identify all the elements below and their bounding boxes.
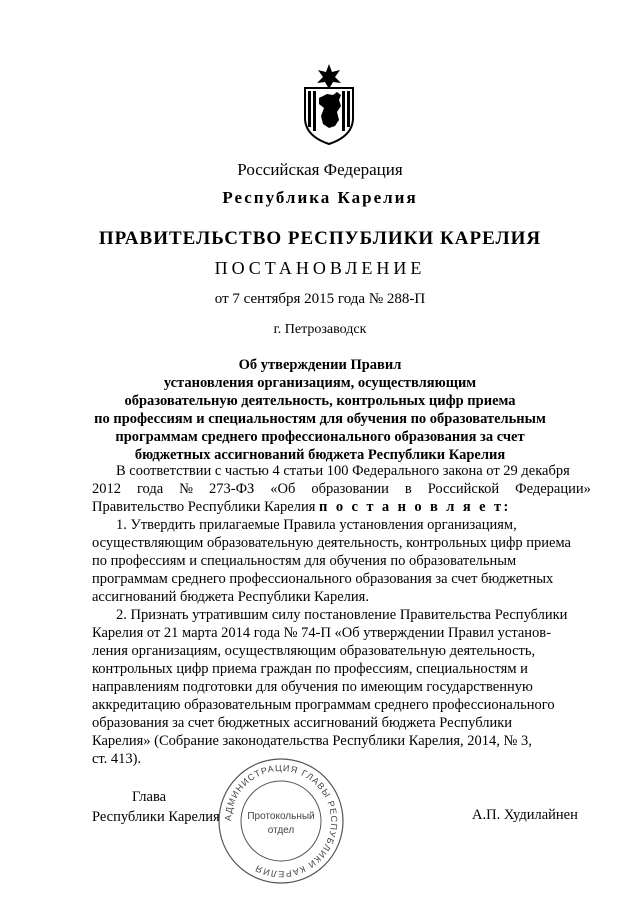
- body-line: Карелия от 21 марта 2014 года № 74-П «Об утверждении Правил установ-: [92, 625, 551, 641]
- body-line: по профессиям и специальностям для обучения по образовательным: [92, 553, 517, 569]
- government-title: ПРАВИТЕЛЬСТВО РЕСПУБЛИКИ КАРЕЛИЯ: [98, 228, 542, 249]
- subject-line: по профессиям и специальностям для обучения по образовательным: [94, 411, 546, 427]
- body-line: направлениям подготовки для обучения по имеющим государственную: [92, 679, 533, 695]
- stamp-center-line2: отдел: [267, 825, 295, 836]
- signatory-title: [92, 787, 220, 827]
- word: года: [136, 481, 164, 497]
- body-line: 2. Признать утратившим силу постановление Правительства Республики: [116, 607, 568, 623]
- signatory-name: А.П. Худилайнен: [472, 807, 578, 823]
- word: №: [179, 481, 194, 497]
- document-type: ПОСТАНОВЛЕНИЕ: [214, 258, 426, 278]
- word: образовании: [311, 481, 389, 497]
- republic-name: Республика Карелия: [222, 188, 418, 207]
- body-line: 1. Утвердить прилагаемые Правила установления организациям,: [116, 517, 517, 533]
- word: 273-ФЗ: [208, 481, 255, 497]
- date-number: от 7 сентября 2015 года № 288-П: [214, 291, 426, 307]
- subject-line: Об утверждении Правил: [238, 357, 402, 373]
- subject-line: программам среднего профессионального образования за счет: [115, 429, 525, 445]
- body-text: Правительство Республики Карелия: [92, 499, 316, 515]
- word: Российской: [427, 481, 500, 497]
- body-line: программам среднего профессионального образования за счет бюджетных: [92, 571, 554, 587]
- justified-line: [92, 480, 591, 498]
- word: «Об: [270, 481, 296, 497]
- body-line: [92, 498, 591, 516]
- resolves-word: п о с т а н о в л я е т:: [319, 499, 511, 515]
- signatory-title-line1: Глава: [132, 789, 167, 805]
- coat-of-arms-icon: [297, 62, 361, 146]
- body-line: осуществляющим образовательную деятельность, контрольных цифр приема: [92, 535, 571, 551]
- stamp-ring-text: АДМИНИСТРАЦИЯ ГЛАВЫ РЕСПУБЛИКИ КАРЕЛИЯ: [222, 762, 340, 880]
- city: г. Петрозаводск: [273, 322, 367, 337]
- signatory-title-line2: Республики Карелия: [92, 809, 220, 825]
- body-line: Карелия» (Собрание законодательства Республики Карелия, 2014, № 3,: [92, 733, 532, 749]
- body-line: ления организациям, осуществляющим образовательную деятельность,: [92, 643, 536, 659]
- body-line: ст. 413).: [92, 751, 142, 767]
- document-subject: [90, 356, 550, 464]
- country-name: Российская Федерация: [237, 160, 403, 179]
- body-line: В соответствии с частью 4 статьи 100 Федерального закона от 29 декабря: [116, 463, 570, 479]
- body-line: образования за счет бюджетных ассигнований бюджета Республики: [92, 715, 513, 731]
- subject-line: установления организациям, осуществляющим: [163, 375, 477, 391]
- body-line: контрольных цифр приема граждан по профессиям, специальностям и: [92, 661, 528, 677]
- subject-line: бюджетных ассигнований бюджета Республики Карелия: [134, 447, 506, 463]
- body-line: [92, 480, 591, 498]
- official-stamp: [216, 756, 346, 886]
- word: в: [404, 481, 412, 497]
- body-line: ассигнований бюджета Республики Карелия.: [92, 589, 369, 605]
- stamp-center-line1: Протокольный: [247, 811, 315, 822]
- body-line: аккредитацию образовательным программам среднего профессионального: [92, 697, 555, 713]
- document-body: [92, 462, 591, 768]
- subject-line: образовательную деятельность, контрольных цифр приема: [124, 393, 516, 409]
- word: 2012: [92, 481, 121, 497]
- word: Федерации»: [515, 481, 591, 497]
